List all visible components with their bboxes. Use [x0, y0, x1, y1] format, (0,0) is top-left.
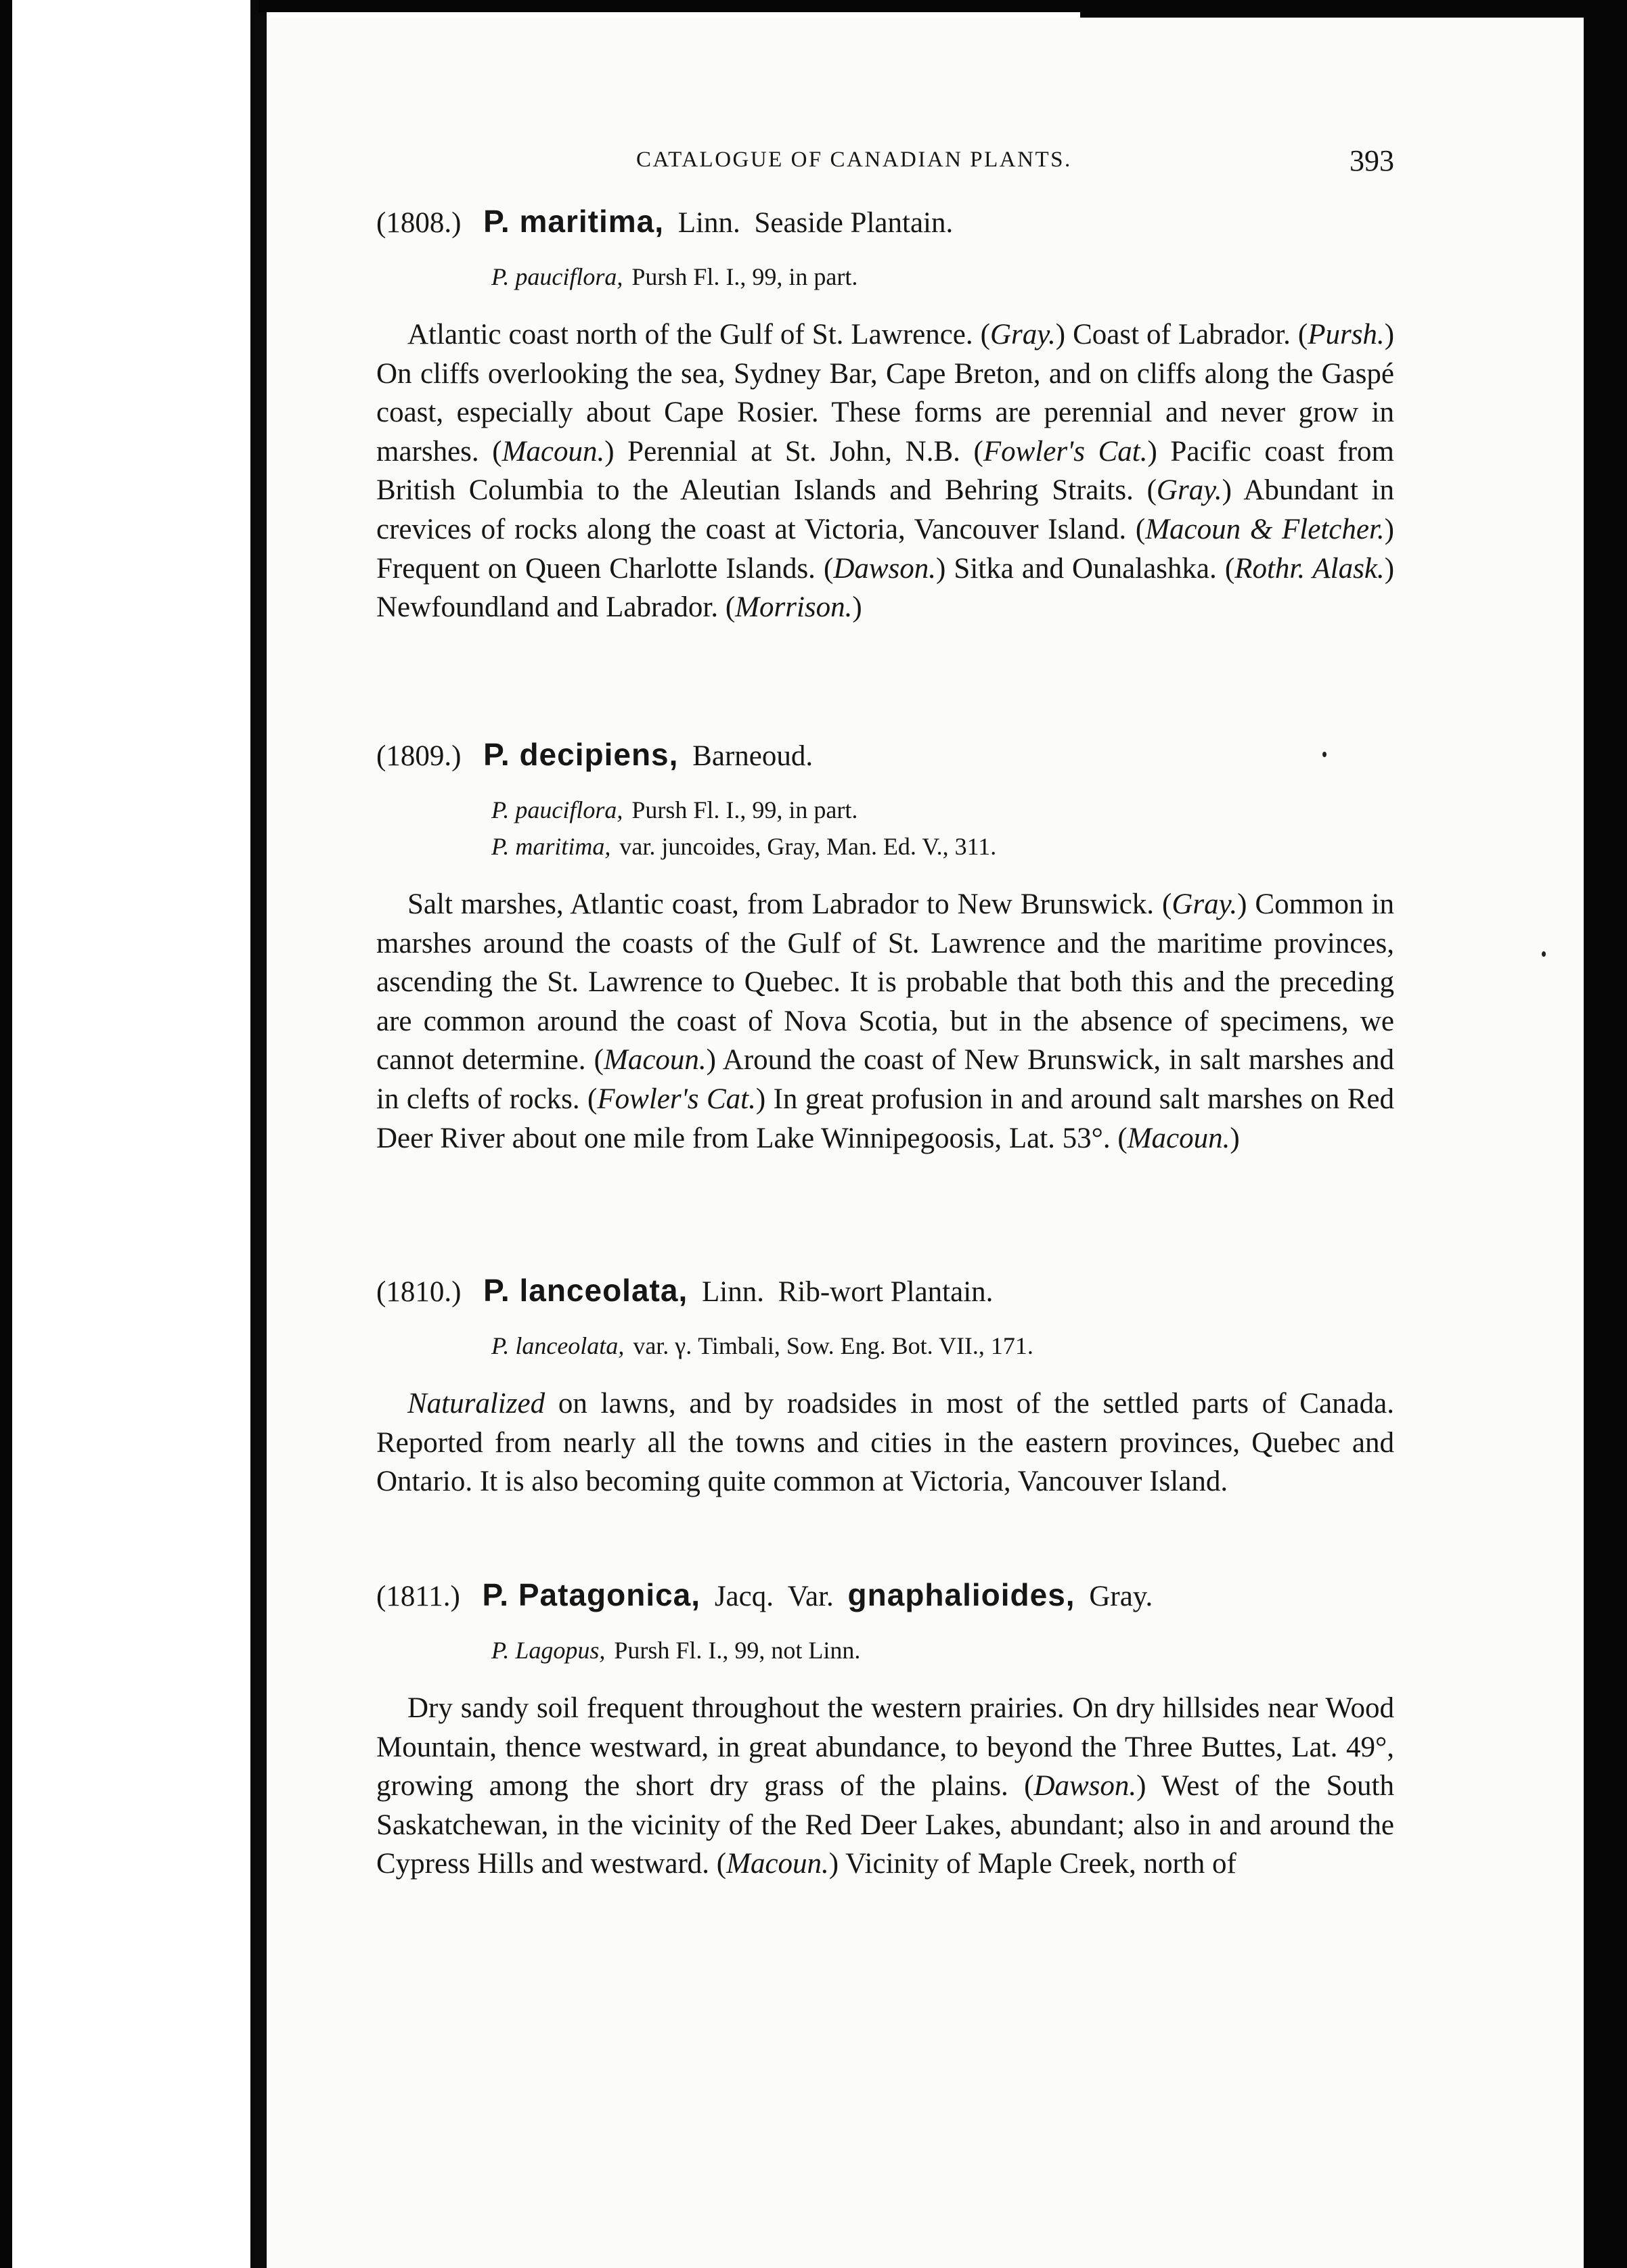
synonym-name: P. pauciflora, — [491, 263, 623, 290]
description-text: ) Common in marshes around the coasts of the Gulf of St. Lawrence and the maritime provinces, ascending the St. Lawrence to Quebec. It is probable that both this and the preceding are common around the coast of Nova Scotia, but in the absence of specimens, we cannot determine. ( — [376, 888, 1394, 1076]
description-text: Atlantic coast north of the Gulf of St. Lawrence. ( — [407, 319, 990, 350]
synonym-citation: Pursh Fl. I., 99, in part. — [631, 796, 858, 823]
previous-page-edge — [12, 0, 250, 2268]
variety-label: Var. — [787, 1581, 834, 1612]
page-number: 393 — [1350, 144, 1394, 177]
description-text: on lawns, and by roadsides in most of the settled parts of Canada. Reported from nearly all the towns and cities in the eastern provinces, Quebec and Ontario. It is also becoming quite common at Victoria, Vancouver Island. — [376, 1388, 1394, 1498]
running-title: CATALOGUE OF CANADIAN PLANTS. — [636, 148, 1072, 172]
citation-source: Macoun. — [502, 435, 605, 468]
synonym — [376, 1636, 1394, 1664]
description-text: ) On cliffs overlooking the sea, Sydney Bar, Cape Breton, and on cliffs along the Gaspé coast, especially about Cape Rosier. These forms are perennial and never grow in marshes. ( — [376, 319, 1395, 468]
common-name: Seaside Plantain. — [754, 207, 954, 239]
synonym-citation: var. γ. Timbali, Sow. Eng. Bot. VII., 171. — [633, 1332, 1033, 1359]
description-text: ) — [852, 591, 862, 624]
entry-heading — [376, 1577, 1394, 1613]
description-text: ) Sitka and Ounalashka. ( — [936, 552, 1235, 585]
scanner-border-right — [1584, 0, 1627, 2268]
species-entry — [376, 1272, 1394, 1501]
variety-name: gnaphalioides, — [847, 1577, 1075, 1612]
citation-source: Macoun. — [726, 1848, 829, 1880]
entry-description — [376, 1689, 1394, 1884]
citation-source: Fowler's Cat. — [597, 1083, 756, 1115]
citation-source: Dawson. — [1033, 1770, 1137, 1802]
description-text: ) Perennial at St. John, N.B. ( — [604, 435, 983, 468]
species-name: P. maritima, — [483, 204, 664, 239]
description-text: ) Coast of Labrador. ( — [1055, 319, 1308, 350]
description-text: ) Abundant in crevices of rocks along the coast at Victoria, Vancouver Island. ( — [376, 474, 1394, 545]
description-text: Dry sandy soil frequent throughout the western prairies. On dry hillsides near Wood Mountain, thence westward, in great abundance, to beyond the Three Buttes, Lat. 49°, growing among the short dry grass of the plains. ( — [376, 1692, 1394, 1802]
entry-heading — [376, 736, 1394, 773]
species-name: P. decipiens, — [483, 737, 679, 772]
synonym — [376, 1332, 1394, 1360]
description-text: Salt marshes, Atlantic coast, from Labrador to New Brunswick. ( — [407, 888, 1172, 920]
common-name: Rib-wort Plantain. — [778, 1276, 994, 1308]
description-text: ) Pacific coast from British Columbia to the Aleutian Islands and Behring Straits. ( — [376, 435, 1394, 507]
book-gutter — [250, 0, 267, 2268]
species-authority: Jacq. — [714, 1581, 774, 1612]
species-authority: Barneoud. — [692, 740, 814, 772]
synonym — [376, 796, 1394, 824]
scanner-border-top — [259, 0, 1627, 12]
species-name: P. lanceolata, — [483, 1273, 688, 1308]
entry-description — [376, 885, 1394, 1158]
citation-source: Pursh. — [1308, 319, 1385, 350]
citation-source: Fowler's Cat. — [983, 435, 1148, 468]
synonym-citation: var. juncoides, Gray, Man. Ed. V., 311. — [619, 833, 997, 860]
synonym-name: P. maritima, — [491, 833, 611, 860]
synonym-citation: Pursh Fl. I., 99, not Linn. — [614, 1637, 861, 1664]
entry-description — [376, 315, 1394, 627]
entry-number: (1811.) — [376, 1581, 460, 1612]
description-text: ) — [1230, 1122, 1240, 1154]
synonym-citation: Pursh Fl. I., 99, in part. — [631, 263, 858, 290]
entry-description — [376, 1384, 1394, 1501]
species-entry — [376, 203, 1394, 627]
ink-speck — [1542, 951, 1546, 957]
citation-source: Macoun. — [604, 1044, 707, 1076]
description-text: ) In great profusion in and around salt marshes on Red Deer River about one mile from Lake Winnipegoosis, Lat. 53°. ( — [376, 1083, 1394, 1154]
species-name: P. Patagonica, — [482, 1577, 701, 1612]
citation-source: Macoun & Fletcher. — [1145, 513, 1385, 545]
description-text: ) Around the coast of New Brunswick, in salt marshes and in clefts of rocks. ( — [376, 1044, 1395, 1115]
variety-authority: Gray. — [1089, 1581, 1153, 1612]
entry-number: (1808.) — [376, 207, 462, 239]
citation-source: Gray. — [990, 319, 1056, 350]
species-entry — [376, 736, 1394, 1158]
citation-source: Dawson. — [833, 552, 937, 585]
entry-number: (1809.) — [376, 740, 462, 772]
citation-source: Morrison. — [735, 591, 853, 624]
citation-source: Gray. — [1172, 888, 1238, 920]
synonym-name: P. pauciflora, — [491, 796, 623, 823]
entry-heading — [376, 203, 1394, 240]
description-text: ) Frequent on Queen Charlotte Islands. ( — [376, 513, 1394, 585]
synonym-name: P. lanceolata, — [491, 1332, 625, 1359]
species-authority: Linn. — [701, 1276, 764, 1308]
synonym — [376, 832, 1394, 861]
entry-number: (1810.) — [376, 1276, 462, 1308]
description-text: ) Vicinity of Maple Creek, north of — [828, 1848, 1236, 1880]
synonym — [376, 263, 1394, 291]
running-head — [636, 144, 1394, 188]
citation-source: Rothr. Alask. — [1234, 552, 1385, 585]
description-text: ) West of the South Saskatchewan, in the vicinity of the Red Deer Lakes, abundant; also in and around the Cypress Hills and westward. ( — [376, 1770, 1394, 1880]
synonym-name: P. Lagopus, — [491, 1637, 606, 1664]
citation-source: Macoun. — [1127, 1122, 1230, 1154]
species-entry — [376, 1577, 1394, 1884]
entry-heading — [376, 1272, 1394, 1309]
species-authority: Linn. — [677, 207, 740, 239]
citation-source: Naturalized — [407, 1388, 545, 1420]
scanner-border-top-step — [1080, 12, 1627, 18]
description-text: ) Newfoundland and Labrador. ( — [376, 552, 1395, 624]
citation-source: Gray. — [1156, 474, 1222, 507]
